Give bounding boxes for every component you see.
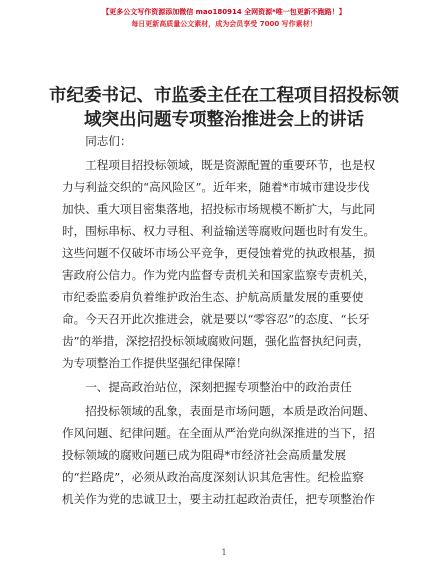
paragraph-line: 市纪委监委肩负着维护政治生态、护航高质量发展的重要使: [62, 290, 364, 304]
document-title: [0, 84, 448, 132]
paragraph-line: 这些问题不仅破坏市场公平竞争，更侵蚀着党的执政根基，损: [62, 246, 376, 260]
title-line-1: 市纪委书记、市监委主任在工程项目招投标领: [49, 86, 399, 106]
paragraph-line: 命。今天召开此次推进会，就是要以“零容忍”的态度、“长牙: [62, 312, 370, 326]
paragraph-line: 为专项整治工作提供坚强纪律保障！: [62, 356, 248, 370]
paragraph-line: 加快、重大项目密集落地，招投标市场规模不断扩大，与此同: [62, 202, 376, 216]
section-heading-1: 一、提高政治站位，深刻把握专项整治中的政治责任: [85, 380, 352, 394]
document-body: [62, 130, 390, 510]
banner-line-2: 每日更新高质量公文素材，成为会员享受 7000 写作素材！: [131, 20, 317, 28]
paragraph-line: 招投标领域的乱象，表面是市场问题，本质是政治问题、: [85, 404, 376, 418]
paragraph-2: [62, 400, 390, 510]
paragraph-line: 力与利益交织的“高风险区”。近年来，随着*市城市建设步伐: [62, 180, 370, 194]
paragraph-line: 工程项目招投标领域，既是资源配置的重要环节，也是权: [85, 158, 376, 172]
banner-line-1: 【更多公文写作资源添加微信 mao180914 全网资源*唯一包更新不跑路！】: [102, 8, 346, 16]
page-number: 1: [221, 548, 227, 557]
paragraph-line: 投标领域的腐败问题已成为阻碍*市经济社会高质量发展: [62, 448, 347, 462]
paragraph-line: 的“拦路虎”，必须从政治高度深刻认识其危害性。纪检监察: [62, 470, 364, 484]
header-banner: [0, 6, 448, 30]
paragraph-line: 齿”的举措，深挖招投标领域腐败问题，强化监督执纪问责，: [62, 334, 370, 348]
paragraph-line: 时，围标串标、权力寻租、利益输送等腐败问题也时有发生。: [62, 224, 376, 238]
paragraph-line: 害政府公信力。作为党内监督专责机关和国家监察专责机关，: [62, 268, 376, 282]
title-line-2: 域突出问题专项整治推进会上的讲话: [84, 110, 364, 130]
paragraph-line: 作风问题、纪律问题。在全面从严治党向纵深推进的当下，招: [62, 426, 376, 440]
paragraph-line: 机关作为党的忠诚卫士，要主动扛起政治责任，把专项整治作: [62, 492, 376, 506]
paragraph-1: [62, 154, 390, 374]
greeting: 同志们：: [85, 134, 132, 148]
